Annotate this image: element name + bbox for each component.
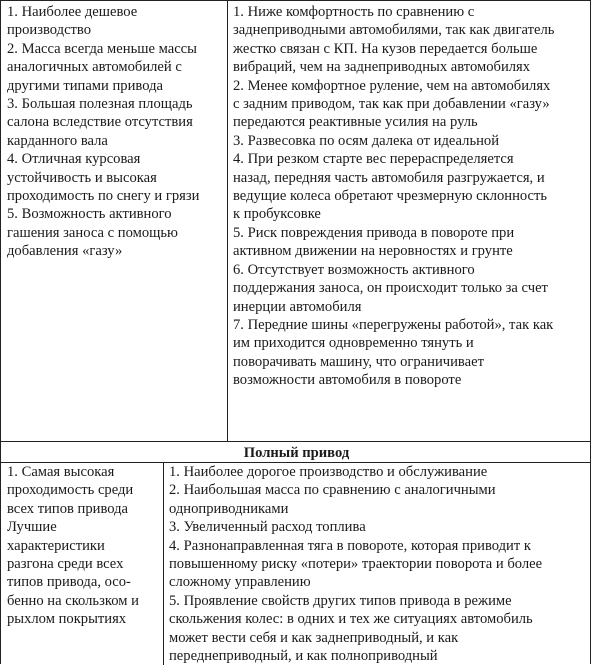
text-line: типов привода, осо- xyxy=(7,574,131,591)
text-line: 2. Масса всегда меньше массы xyxy=(7,40,197,57)
fwd-cons-cell xyxy=(233,3,588,390)
awd-pros-cell xyxy=(7,463,163,629)
text-line: 7. Передние шины «перегружены работой», так как xyxy=(233,316,554,333)
text-line: гашения заноса с помощью xyxy=(7,224,178,241)
text-line: добавления «газу» xyxy=(7,243,123,260)
text-line: 1. Самая высокая xyxy=(7,464,115,480)
text-line: 1. Наиболее дорогое производство и обслуживание xyxy=(169,464,488,480)
text-line: одноприводниками xyxy=(169,500,289,517)
text-line: характеристики xyxy=(7,537,105,554)
text-line: поворачивать машину, что ограничивает xyxy=(233,353,484,370)
text-line: активном движении на неровностях и грунте xyxy=(233,243,513,260)
text-line: им приходится одновременно тянуть и xyxy=(233,335,474,352)
text-line: бенно на скользком и xyxy=(7,592,139,609)
text-line: скольжения колес: в одних и тех же ситуациях автомобиль xyxy=(169,611,533,628)
text-line: вибраций, чем на заднеприводных автомобилях xyxy=(233,59,531,76)
text-line: сложному управлению xyxy=(169,574,311,591)
awd-cons-cell xyxy=(169,463,589,665)
text-line: проходимость среди xyxy=(7,482,134,499)
column-divider-top xyxy=(227,1,228,442)
text-line: всех типов привода xyxy=(7,500,129,517)
text-line: 1. Наиболее дешевое xyxy=(7,4,138,20)
text-line: 2. Менее комфортное руление, чем на автомобилях xyxy=(233,77,551,94)
text-line: может вести себя и как заднеприводный, и как xyxy=(169,629,459,646)
text-line: поддержания заноса, он происходит только за счет xyxy=(233,280,548,297)
text-line: карданного вала xyxy=(7,132,108,149)
text-line: 3. Развесовка по осям далека от идеальной xyxy=(233,132,500,149)
text-line: другими типами привода xyxy=(7,77,163,94)
text-line: возможности автомобиля в повороте xyxy=(233,372,462,389)
text-line: производство xyxy=(7,22,92,39)
text-line: жестко связан с КП. На кузов передается больше xyxy=(233,40,538,57)
text-line: аналогичных автомобилей с xyxy=(7,59,182,76)
text-line: 5. Возможность активного xyxy=(7,206,172,223)
text-line: 5. Проявление свойств других типов привода в режиме xyxy=(169,592,512,609)
text-line: рыхлом покрытиях xyxy=(7,611,127,628)
row-divider xyxy=(1,441,591,442)
text-line: 4. Отличная курсовая xyxy=(7,151,141,168)
column-divider-bottom xyxy=(163,462,164,665)
text-line: передаются реактивные усилия на руль xyxy=(233,114,478,131)
text-line: разгона среди всех xyxy=(7,556,124,573)
text-line: Лучшие xyxy=(7,519,57,536)
text-line: 3. Большая полезная площадь xyxy=(7,96,193,113)
text-line: 6. Отсутствует возможность активного xyxy=(233,261,475,278)
text-line: повышенному риску «потери» траектории поворота и более xyxy=(169,556,543,573)
text-line: заднеприводными автомобилями, так как двигатель xyxy=(233,22,555,39)
text-line: к пробуксовке xyxy=(233,206,321,223)
text-line: 4. При резком старте вес перераспределяется xyxy=(233,151,514,168)
text-line: салона вследствие отсутствия xyxy=(7,114,193,131)
text-line: 3. Увеличенный расход топлива xyxy=(169,519,366,536)
fwd-pros-cell xyxy=(7,3,226,261)
text-line: 2. Наибольшая масса по сравнению с аналогичными xyxy=(169,482,496,499)
section-title-awd: Полный привод xyxy=(243,445,350,461)
text-line: 4. Разнонаправленная тяга в повороте, которая приводит к xyxy=(169,537,531,554)
text-line: с задним приводом, так как при добавлении «газу» xyxy=(233,96,550,113)
text-line: переднеприводный, и как полноприводный xyxy=(169,648,438,665)
text-line: ведущие колеса обретают чрезмерную склонность xyxy=(233,188,548,205)
text-line: назад, передняя часть автомобиля разгружается, и xyxy=(233,169,545,186)
text-line: инерции автомобиля xyxy=(233,298,362,315)
text-line: 5. Риск повреждения привода в повороте при xyxy=(233,224,515,241)
text-line: 1. Ниже комфортность по сравнению с xyxy=(233,4,475,20)
text-line: проходимость по снегу и грязи xyxy=(7,188,200,205)
text-line: устойчивость и высокая xyxy=(7,169,157,186)
